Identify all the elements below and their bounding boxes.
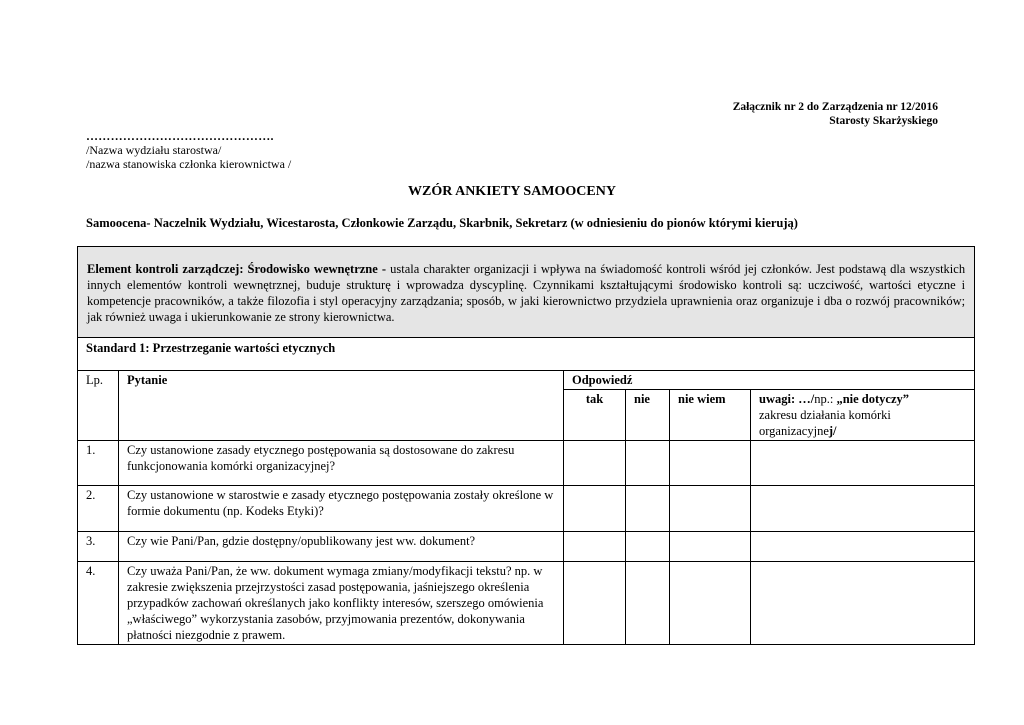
remarks-rest: zakresu działania komórki organizacyjne <box>759 408 891 438</box>
element-description <box>78 247 975 338</box>
header-dont-know: nie wiem <box>670 390 751 441</box>
row-lp: 2. <box>78 486 119 532</box>
element-label: Element kontroli zarządczej: Środowisko wewnętrzne - <box>87 262 387 276</box>
header-remarks <box>751 390 975 441</box>
table-row <box>78 562 975 645</box>
table-row <box>78 486 975 532</box>
answer-yes-cell[interactable] <box>564 562 626 645</box>
answer-dont-know-cell[interactable] <box>670 532 751 562</box>
answer-remarks-cell[interactable] <box>751 486 975 532</box>
row-lp: 1. <box>78 441 119 486</box>
remarks-np: np.: <box>814 392 834 406</box>
answer-no-cell[interactable] <box>626 486 670 532</box>
survey-table <box>77 246 975 645</box>
header-row-1 <box>78 371 975 390</box>
element-row <box>78 247 975 338</box>
header-no: nie <box>626 390 670 441</box>
answer-yes-cell[interactable] <box>564 441 626 486</box>
element-text: ustala charakter organizacji i wpływa na świadomość kontroli wśród jej członków. Jest podstawą dla wszystkich innych elementów kontroli wewnętrznej, buduje strukturę i wprowadza dyscyplinę. Czynnikami kształtującymi środowisko kontroli są: uczciwość, wartości etyczne i kompetencje pracowników, a także filozofia i styl operacyjny zarządzania; sposób, w jaki kierownictwo przydziela uprawnienia oraz organizuje i dba o rozwój pracowników; jak również uwaga i ukierunkowanie ze strony kierownictwa. <box>87 262 966 324</box>
header-question: Pytanie <box>119 371 564 441</box>
attachment-line1: Załącznik nr 2 do Zarządzenia nr 12/2016 <box>732 101 938 113</box>
document-subtitle: Samoocena- Naczelnik Wydziału, Wicestarosta, Członkowie Zarządu, Skarbnik, Sekretarz (w odniesieniu do pionów którymi kierują) <box>86 216 798 230</box>
row-question: Czy ustanowione zasady etycznego postępowania są dostosowane do zakresu funkcjonowania komórki organizacyjnej? <box>119 441 564 486</box>
document-title: WZÓR ANKIETY SAMOOCENY <box>408 184 616 199</box>
header-lp: Lp. <box>78 371 119 441</box>
answer-dont-know-cell[interactable] <box>670 486 751 532</box>
answer-remarks-cell[interactable] <box>751 532 975 562</box>
header-answer: Odpowiedź <box>564 371 975 390</box>
sender-department: /Nazwa wydziału starostwa/ <box>86 143 222 157</box>
remarks-end: j/ <box>828 424 837 438</box>
answer-dont-know-cell[interactable] <box>670 562 751 645</box>
sender-block <box>86 129 291 171</box>
sender-dots: ………………………………………. <box>86 129 274 143</box>
attachment-line2: Starosty Skarżyskiego <box>829 115 938 127</box>
row-lp: 4. <box>78 562 119 645</box>
answer-no-cell[interactable] <box>626 562 670 645</box>
answer-dont-know-cell[interactable] <box>670 441 751 486</box>
answer-no-cell[interactable] <box>626 441 670 486</box>
remarks-quote: „nie dotyczy” <box>833 392 910 406</box>
table-row <box>78 532 975 562</box>
standard-heading: Standard 1: Przestrzeganie wartości etycznych <box>78 338 975 371</box>
standard-row <box>78 338 975 371</box>
attachment-note <box>733 100 938 128</box>
answer-yes-cell[interactable] <box>564 532 626 562</box>
sender-position: /nazwa stanowiska członka kierownictwa / <box>86 157 292 171</box>
header-yes: tak <box>564 390 626 441</box>
table-row <box>78 441 975 486</box>
answer-yes-cell[interactable] <box>564 486 626 532</box>
row-question: Czy wie Pani/Pan, gdzie dostępny/opublikowany jest ww. dokument? <box>119 532 564 562</box>
answer-remarks-cell[interactable] <box>751 441 975 486</box>
row-question: Czy uważa Pani/Pan, że ww. dokument wymaga zmiany/modyfikacji tekstu? np. w zakresie zwiększenia przejrzystości zasad postępowania, jaśniejszego określenia przypadków zachowań określanych jako konflikty interesów, szerszego omówienia „właściwego” wykorzystania zasobów, przyjmowania prezentów, dokonywania płatności niezgodnie z prawem. <box>119 562 564 645</box>
row-lp: 3. <box>78 532 119 562</box>
row-question: Czy ustanowione w starostwie e zasady etycznego postępowania zostały określone w formie dokumentu (np. Kodeks Etyki)? <box>119 486 564 532</box>
answer-no-cell[interactable] <box>626 532 670 562</box>
answer-remarks-cell[interactable] <box>751 562 975 645</box>
remarks-bold: uwagi: …/ <box>759 392 815 406</box>
